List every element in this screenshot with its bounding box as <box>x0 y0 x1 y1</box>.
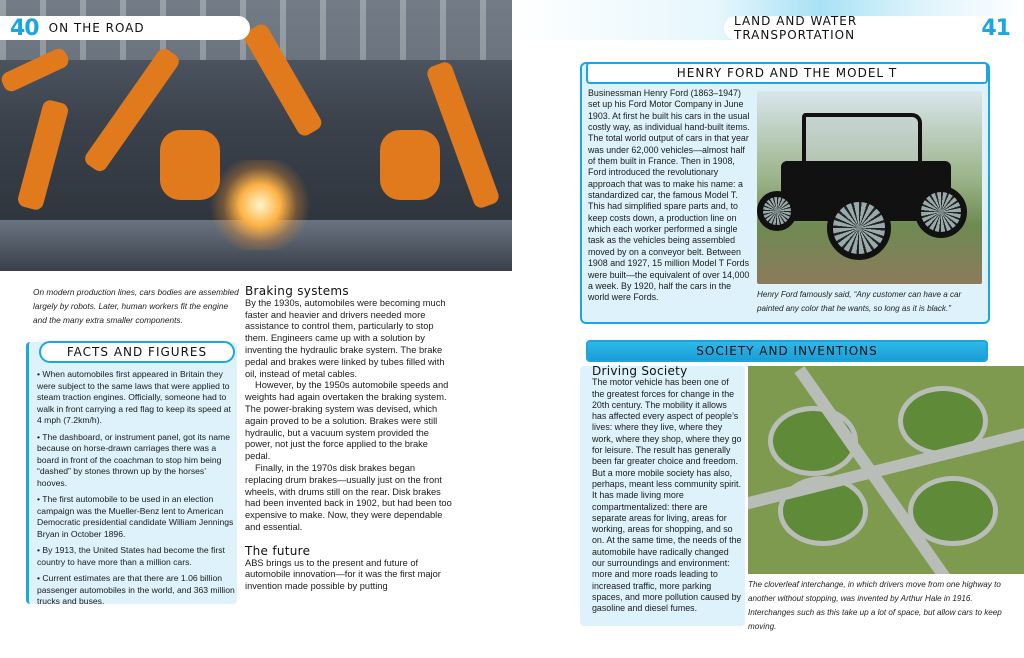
braking-paragraph: By the 1930s, automobiles were becoming much faster and heavier and drivers needed more assistance to control them, particularly to stop them. Engineers came up with a solution by inventing the hydraulic brake system. The brake pedal and brakes were linked by tubes filled with oil, instead of metal cables. <box>245 297 446 379</box>
page-number: 40 <box>10 15 39 41</box>
facts-title: FACTS AND FIGURES <box>39 341 235 363</box>
braking-paragraph: Finally, in the 1970s disk brakes began replacing drum brakes—usually just on the front wheels, with drums still on the rear. Disk brakes had been invented back in 1902, but had been too expensive to make. Now, they were dependable and essential. <box>245 462 452 532</box>
fact-item: • When automobiles first appeared in Britain they were subject to the same laws that were applied to steam traction engines. Officially, someone had to walk in front carrying a red flag to keep its speed at 4 mph (7.2km/h). <box>37 369 231 425</box>
section-title: LAND AND WATER TRANSPORTATION <box>734 14 858 42</box>
fact-item: • Current estimates are that there are 1.06 billion passenger automobiles in the world, and 363 million trucks and buses. <box>37 573 235 606</box>
braking-paragraph: However, by the 1950s automobile speeds and weights had again overtaken the braking system. The power-braking system was devised, which again proved to be a solution. Brakes were still hydraulic, but a vacuum system provided the power, not just the force applied to the brake pedal. <box>245 380 449 462</box>
page-number: 41 <box>981 15 1010 41</box>
braking-column <box>245 286 455 593</box>
society-column <box>592 366 742 615</box>
factory-robots-photo <box>0 0 512 271</box>
photo-caption: On modern production lines, cars bodies are assembled largely by robots. Later, human workers fit the engine and the many extra smaller components. <box>33 287 239 325</box>
page-header-right <box>724 16 1024 40</box>
facts-list <box>37 369 235 613</box>
ford-text: Businessman Henry Ford (1863–1947) set up his Ford Motor Company in June 1903. At first he built his cars in the usual costly way, as individual hand-built items. The total world output of cars in that year was under 62,000 vehicles—almost half of them built in France. Then in 1908, Ford introduced the revolutionary approach that was to make his name: a standardized car, the famous Model T. This had simplified spare parts and, to keep costs down, a production line on which each worker performed a single task as the vehicles being assembled moved by on a conveyor belt. Between 1908 and 1927, 15 million Model T Fords were built—the equivalent of over 14,000 a week. By 1920, half the cars in the world were Fords. <box>588 88 750 303</box>
society-heading: Driving Society <box>592 364 688 378</box>
section-title: ON THE ROAD <box>48 21 145 35</box>
fact-item: • The dashboard, or instrument panel, got its name because on horse-drawn carriages there was a board in front of the coachman to stop him being “dashed” by stones thrown up by the horses’ hooves. <box>37 431 230 488</box>
society-title: SOCIETY AND INVENTIONS <box>586 340 988 362</box>
future-heading: The future <box>245 543 311 558</box>
society-text: The motor vehicle has been one of the greatest forces for change in the 20th century. The mobility it allows has affected every aspect of people’s lives: where they live, where they work, where they shop, where they go for leisure. The result has generally been far greater choice and freedom. But a more mobile society has also, perhaps, meant less community spirit. It has made living more compartmentalized: there are separate areas for living, areas for working, areas for shopping, and so on. At the same time, the needs of the automobile have radically changed our surroundings and environment: more and more roads leading to increased traffic, more parking spaces, and more pollution caused by gasoline and diesel fumes. <box>592 377 742 614</box>
facts-box <box>26 342 237 604</box>
future-paragraph: ABS brings us to the present and future of automobile innovation—for it was the first major invention made possible by putting <box>245 557 441 592</box>
ford-caption: Henry Ford famously said, “Any customer can have a car painted any color that he wants, so long as it is black.” <box>757 290 962 313</box>
cloverleaf-interchange-photo <box>748 366 1024 574</box>
model-t-photo <box>757 91 982 284</box>
fact-item: • The first automobile to be used in an election campaign was the Mueller-Benz lent to American Democratic presidential candidate William Jennings Bryan in October 1896. <box>37 494 234 539</box>
fact-item: • By 1913, the United States had become the first country to have more than a million cars. <box>37 545 225 567</box>
aerial-caption: The cloverleaf interchange, in which drivers move from one highway to another without stopping, was invented by Arthur Hale in 1916. Interchanges such as this take up a lot of space, but allow cars to keep moving. <box>748 580 1002 631</box>
ford-title: HENRY FORD AND THE MODEL T <box>586 62 988 84</box>
braking-heading: Braking systems <box>245 284 349 298</box>
page-header-left <box>0 16 250 40</box>
